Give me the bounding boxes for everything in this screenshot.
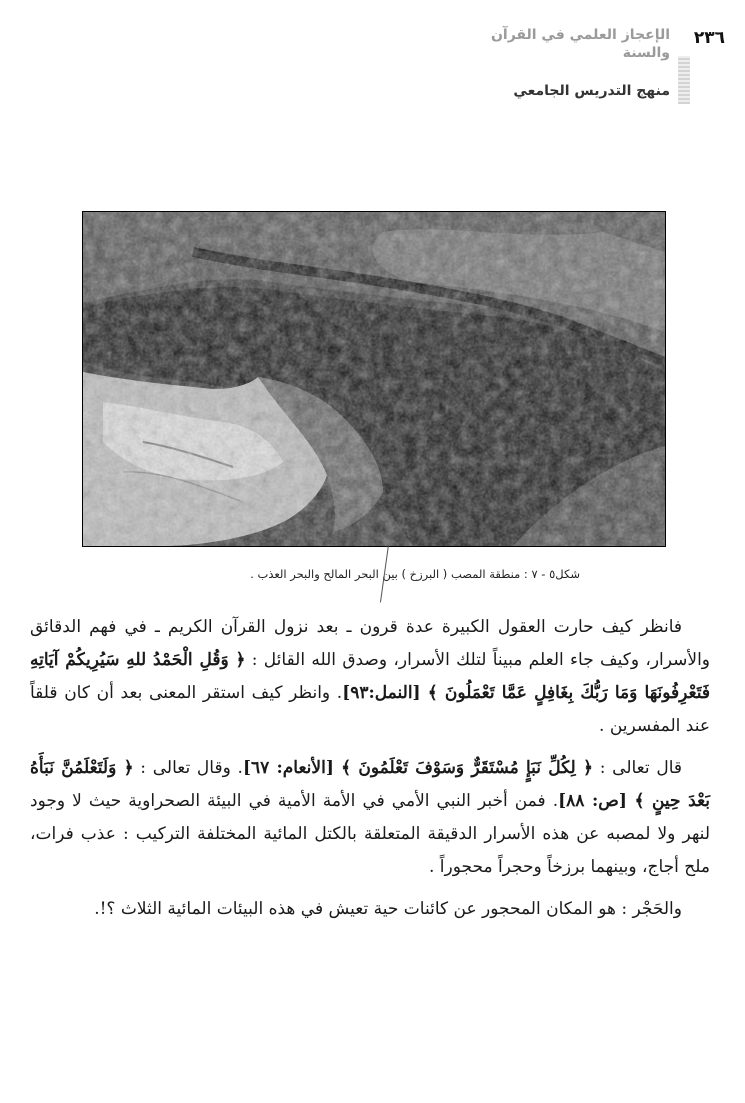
estuary-image xyxy=(83,212,665,546)
verse-reference: [الأنعام: ٦٧] xyxy=(242,758,342,778)
paragraph-1 xyxy=(30,611,710,743)
book-title: الإعجاز العلمي في القرآن والسنة xyxy=(490,27,670,61)
paragraph-text: . فمن أخبر النبي الأمي في الأمة الأمية في البيئة الصحراوية حيث لا وجود لنهر ولا لمصبه عن هذه الأسرار الدقيقة المتعلقة بالكتل المائية المختلفة التركيب : عذب فرات، ملح أجاج، وبينهما برزخاً وحجراً محجوراً . xyxy=(30,791,710,877)
paragraph-text: . وقال تعالى : xyxy=(133,758,243,778)
verse-reference: [ص: ٨٨] xyxy=(558,791,635,811)
satellite-photo xyxy=(82,211,666,547)
figure-caption: شكل٥ - ٧ : منطقة المصب ( البرزخ ) بين البحر المالح والبحر العذب . xyxy=(250,567,580,581)
paragraph-2 xyxy=(30,752,710,884)
paragraph-text: فانظر كيف حارت العقول الكبيرة عدة قرون ـ بعد نزول القرآن الكريم ـ في فهم الدقائق والأسرار، وكيف جاء العلم مبيناً لتلك الأسرار، وصدق الله القائل : xyxy=(30,617,711,670)
paragraph-text: . وانظر كيف استقر المعنى بعد أن كان قلقاً عند المفسرين . xyxy=(30,683,710,736)
verse-reference: [النمل:٩٣] xyxy=(342,683,428,703)
paragraph-text: والحَجْر : هو المكان المحجور عن كائنات حية تعيش في هذه البيئات المائية الثلاث ؟!. xyxy=(94,899,682,919)
decorative-strip xyxy=(678,56,690,104)
quran-verse: ﴿ لِكُلِّ نَبَإٍ مُسْتَقَرٌّ وَسَوْفَ تَعْلَمُونَ ﴾ xyxy=(341,758,593,778)
running-head xyxy=(440,26,670,100)
quran-verse: ﴿ وَلَتَعْلَمُنَّ نَبَأَهُ بَعْدَ حِينٍ ﴾ xyxy=(30,758,710,811)
page-number: ٢٣٦ xyxy=(693,28,725,48)
paragraph-text: قال تعالى : xyxy=(592,758,683,778)
section-title: منهج التدريس الجامعي xyxy=(513,83,670,99)
quran-verse: ﴿ وَقُلِ الْحَمْدُ للهِ سَيُرِيكُمْ آيَاتِهِ فَتَعْرِفُونَهَا وَمَا رَبُّكَ بِغَافِلٍ عَمَّا تَعْمَلُونَ ﴾ xyxy=(30,650,711,703)
paragraph-3 xyxy=(30,893,710,926)
body-text xyxy=(30,611,710,935)
